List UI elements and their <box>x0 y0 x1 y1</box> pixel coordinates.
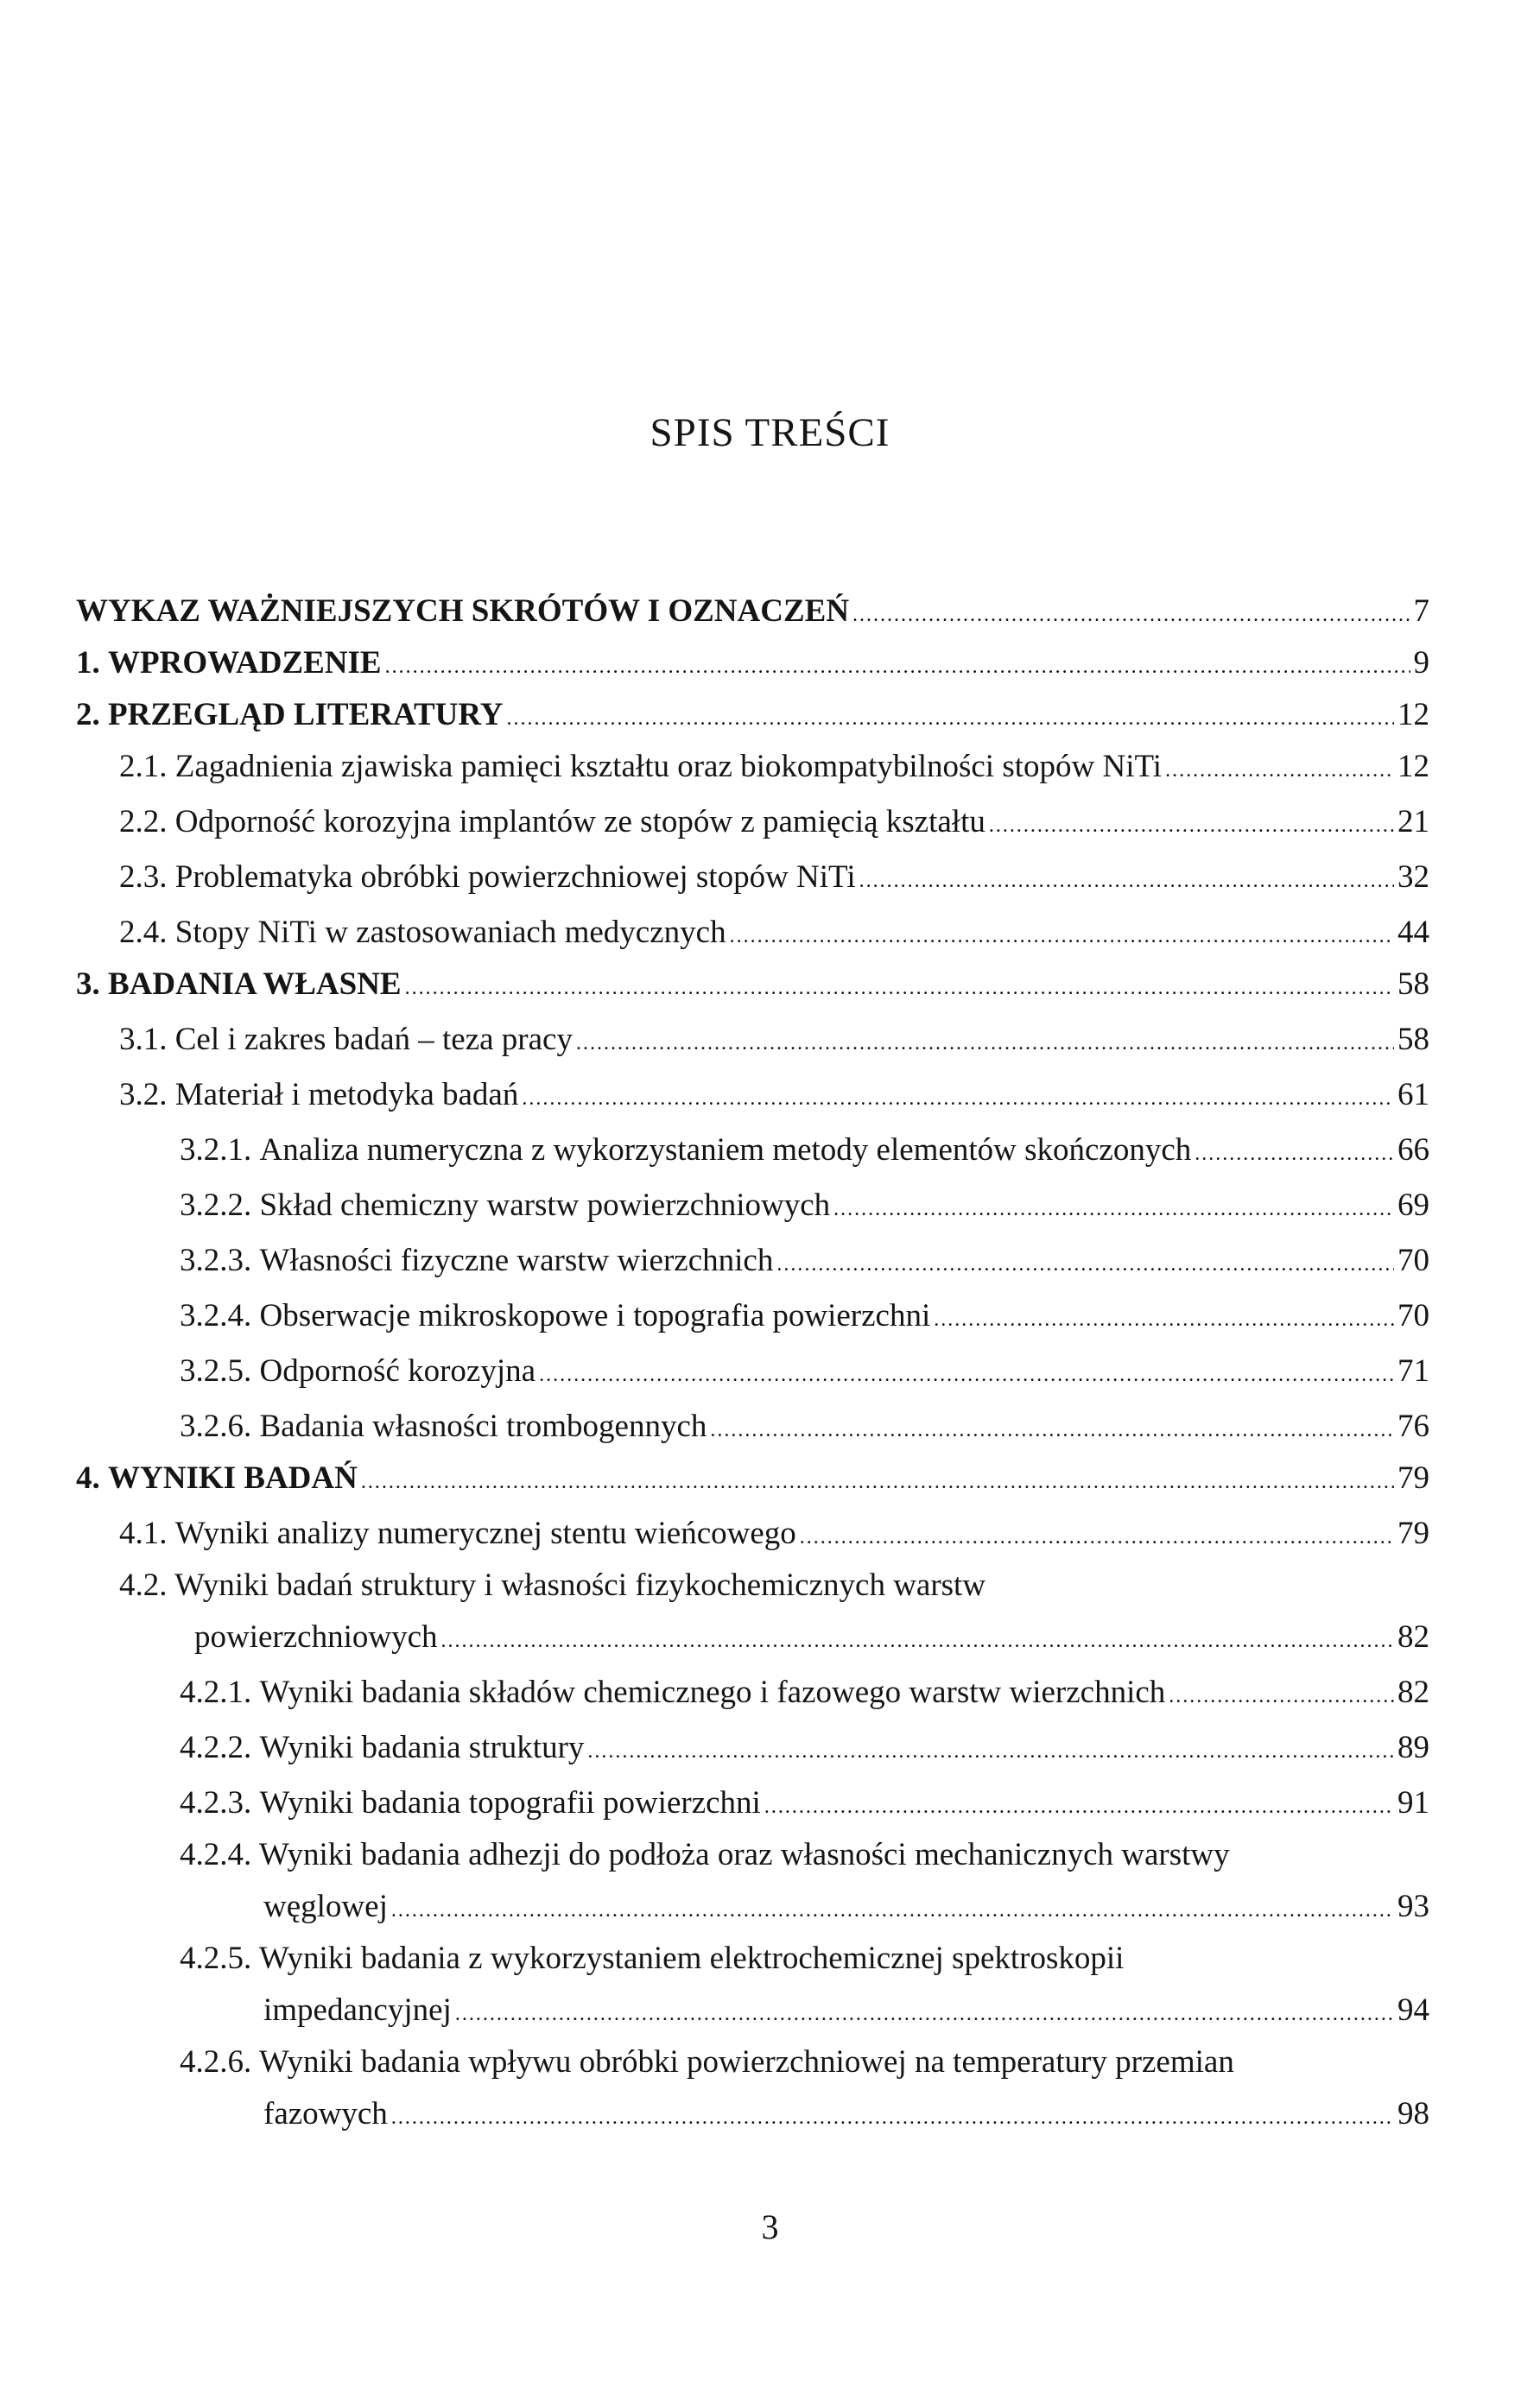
toc-entry-2-4[interactable] <box>119 907 1429 959</box>
toc-entry-2-1[interactable] <box>119 741 1429 793</box>
leader-dots <box>391 1884 1394 1936</box>
leader-dots <box>934 1294 1394 1346</box>
toc-entry-page: 71 <box>1397 1353 1429 1389</box>
toc-entry-page: 91 <box>1397 1785 1429 1821</box>
toc-entry-title: WYNIKI BADAŃ <box>108 1460 358 1496</box>
page-title: SPIS TREŚCI <box>650 410 890 455</box>
toc-entry-chapter-4[interactable] <box>76 1453 1429 1504</box>
leader-dots <box>522 1073 1394 1124</box>
toc-entry-3-2-2[interactable] <box>180 1180 1429 1232</box>
leader-dots <box>455 1988 1394 2040</box>
toc-entry-title: Wyniki badania składów chemicznego i fazowego warstw wierzchnich <box>259 1675 1166 1710</box>
toc-entry-4-2[interactable] <box>194 1612 1429 1663</box>
toc-entry-number: 4.2.6. <box>180 2044 259 2080</box>
leader-dots <box>989 800 1394 852</box>
toc-entry-number: 3. <box>76 966 108 1002</box>
toc-entry-number: 3.2.5. <box>180 1353 260 1389</box>
leader-dots <box>405 962 1394 1014</box>
toc-entry-number: 4.2. <box>119 1568 175 1603</box>
toc-entry-page: 69 <box>1397 1188 1429 1223</box>
toc-entry-4-2-3[interactable] <box>180 1777 1429 1829</box>
toc-entry-number: 2.4. <box>119 915 175 950</box>
leader-dots <box>539 1349 1394 1401</box>
leader-dots <box>507 693 1395 744</box>
toc-entry-number: 3.2.4. <box>180 1298 260 1333</box>
toc-entry-number: 1. <box>76 645 108 681</box>
toc-entry-4-1[interactable] <box>119 1508 1429 1560</box>
toc-entry-number: 4. <box>76 1460 108 1496</box>
toc-entry-4-2-4[interactable] <box>263 1881 1429 1933</box>
toc-entry-3-2-5[interactable] <box>180 1346 1429 1397</box>
leader-dots <box>833 1183 1394 1235</box>
toc-entry-3-1[interactable] <box>119 1014 1429 1066</box>
toc-entry-title-line1: Wyniki badań struktury i własności fizykochemicznych warstw <box>174 1568 986 1603</box>
toc-entry-page: 94 <box>1397 1992 1429 2028</box>
leader-dots <box>391 2092 1394 2144</box>
toc-entry-page: 58 <box>1397 1022 1429 1057</box>
toc-entry-number: 3.2.6. <box>180 1409 260 1444</box>
toc-entry-title: BADANIA WŁASNE <box>108 966 402 1002</box>
toc-entry-title-line2: węglowej <box>263 1889 388 1924</box>
toc-entry-number: 2.2. <box>119 804 175 839</box>
toc-entry-title-line2: powierzchniowych <box>194 1619 438 1655</box>
toc-entry-number: 4.2.4. <box>180 1837 259 1872</box>
toc-entry-title: Zagadnienia zjawiska pamięci kształtu oraz biokompatybilności stopów NiTi <box>174 749 1163 784</box>
toc-entry-4-2-6[interactable] <box>263 2088 1429 2140</box>
toc-entry-title: Stopy NiTi w zastosowaniach medycznych <box>174 915 726 950</box>
toc-entry-number: 4.1. <box>119 1516 175 1551</box>
toc-entry-page: 61 <box>1397 1077 1429 1112</box>
leader-dots <box>859 855 1394 907</box>
toc-entry-number: 3.2.2. <box>180 1188 260 1223</box>
toc-entry-3-2[interactable] <box>119 1069 1429 1121</box>
toc-entry-page: 98 <box>1397 2096 1429 2131</box>
toc-entry-number: 2.1. <box>119 749 175 784</box>
toc-entry-chapter-3[interactable] <box>76 959 1429 1010</box>
toc-entry-4-2-6-first-line[interactable] <box>180 2036 1234 2088</box>
toc-entry-title: Odporność korozyjna <box>259 1353 536 1389</box>
toc-entry-page: 70 <box>1397 1243 1429 1278</box>
toc-entry-title: WPROWADZENIE <box>108 645 382 681</box>
toc-entry-title: Obserwacje mikroskopowe i topografia powierzchni <box>259 1298 931 1333</box>
toc-entry-number: 3.1. <box>119 1022 175 1057</box>
toc-entry-page: 89 <box>1397 1730 1429 1765</box>
toc-entry-title: Odporność korozyjna implantów ze stopów z pamięcią kształtu <box>174 804 985 839</box>
toc-entry-title: Badania własności trombogennych <box>259 1409 707 1444</box>
toc-entry-4-2-4-first-line[interactable] <box>180 1829 1230 1881</box>
toc-entry-title-line1: Wyniki badania wpływu obróbki powierzchniowej na temperatury przemian <box>258 2044 1234 2080</box>
leader-dots <box>730 910 1394 962</box>
toc-entry-page: 79 <box>1397 1460 1429 1496</box>
leader-dots <box>361 1456 1394 1508</box>
toc-entry-title-line2: fazowych <box>263 2096 388 2131</box>
leader-dots <box>587 1726 1394 1777</box>
leader-dots <box>800 1511 1394 1563</box>
toc-entry-title: WYKAZ WAŻNIEJSZYCH SKRÓTÓW I OZNACZEŃ <box>76 593 850 629</box>
toc-entry-page: 82 <box>1397 1675 1429 1710</box>
toc-entry-3-2-4[interactable] <box>180 1290 1429 1342</box>
toc-entry-number: 3.2.3. <box>180 1243 260 1278</box>
leader-dots <box>1165 744 1394 796</box>
leader-dots <box>441 1615 1394 1667</box>
toc-entry-number: 3.2.1. <box>180 1132 260 1168</box>
toc-entry-page: 21 <box>1397 804 1429 839</box>
toc-entry-title: Wyniki analizy numerycznej stentu wieńcowego <box>174 1516 796 1551</box>
page-number: 3 <box>761 2207 779 2246</box>
toc-entry-title: Cel i zakres badań – teza pracy <box>174 1022 573 1057</box>
leader-dots <box>764 1781 1394 1833</box>
toc-entry-page: 9 <box>1413 645 1429 681</box>
toc-entry-number: 4.2.2. <box>180 1730 260 1765</box>
toc-entry-3-2-6[interactable] <box>180 1401 1429 1453</box>
toc-entry-title: Analiza numeryczna z wykorzystaniem metody elementów skończonych <box>259 1132 1192 1168</box>
toc-entry-page: 32 <box>1397 859 1429 895</box>
toc-entry-chapter-1[interactable] <box>76 637 1429 689</box>
toc-entry-number: 4.2.1. <box>180 1675 260 1710</box>
toc-entry-title: Wyniki badania topografii powierzchni <box>259 1785 761 1821</box>
toc-entry-title: PRZEGLĄD LITERATURY <box>108 697 504 732</box>
leader-dots <box>1195 1128 1394 1180</box>
toc-entry-number: 2. <box>76 697 108 732</box>
toc-entry-abbreviations[interactable] <box>76 586 1429 637</box>
toc-entry-title: Materiał i metodyka badań <box>174 1077 519 1112</box>
toc-entry-4-2-5[interactable] <box>263 1985 1429 2036</box>
toc-entry-page: 79 <box>1397 1516 1429 1551</box>
toc-entry-page: 58 <box>1397 966 1429 1002</box>
toc-entry-title: Wyniki badania struktury <box>259 1730 585 1765</box>
toc-entry-chapter-2[interactable] <box>76 689 1429 741</box>
toc-entry-title: Skład chemiczny warstw powierzchniowych <box>259 1188 831 1223</box>
toc-entry-title: Problematyka obróbki powierzchniowej stopów NiTi <box>174 859 856 895</box>
toc-entry-3-2-3[interactable] <box>180 1235 1429 1287</box>
toc-entry-2-3[interactable] <box>119 852 1429 903</box>
toc-entry-4-2-2[interactable] <box>180 1722 1429 1774</box>
toc-entry-page: 44 <box>1397 915 1429 950</box>
toc-entry-2-2[interactable] <box>119 796 1429 848</box>
toc-entry-4-2-1[interactable] <box>180 1667 1429 1719</box>
toc-entry-page: 70 <box>1397 1298 1429 1333</box>
toc-entry-page: 12 <box>1397 697 1429 732</box>
toc-entry-title: Własności fizyczne warstw wierzchnich <box>259 1243 774 1278</box>
toc-entry-page: 76 <box>1397 1409 1429 1444</box>
toc-entry-page: 12 <box>1397 749 1429 784</box>
toc-entry-title-line2: impedancyjnej <box>263 1992 452 2028</box>
toc-entry-number: 4.2.3. <box>180 1785 260 1821</box>
toc-entry-page: 7 <box>1413 593 1429 629</box>
toc-entry-title-line1: Wyniki badania adhezji do podłoża oraz własności mechanicznych warstwy <box>258 1837 1230 1872</box>
toc-entry-4-2-first-line[interactable] <box>119 1560 985 1612</box>
leader-dots <box>776 1238 1394 1290</box>
toc-entry-number: 3.2. <box>119 1077 175 1112</box>
toc-entry-page: 93 <box>1397 1889 1429 1924</box>
leader-dots <box>576 1017 1394 1069</box>
toc-entry-page: 66 <box>1397 1132 1429 1168</box>
toc-entry-3-2-1[interactable] <box>180 1124 1429 1176</box>
toc-entry-4-2-5-first-line[interactable] <box>180 1933 1124 1985</box>
leader-dots <box>385 641 1410 693</box>
toc-entry-number: 2.3. <box>119 859 175 895</box>
toc-entry-title-line1: Wyniki badania z wykorzystaniem elektrochemicznej spektroskopii <box>258 1941 1125 1976</box>
toc-entry-number: 4.2.5. <box>180 1941 259 1976</box>
leader-dots <box>852 589 1410 641</box>
leader-dots <box>1169 1670 1394 1722</box>
leader-dots <box>710 1404 1394 1456</box>
toc-entry-page: 82 <box>1397 1619 1429 1655</box>
